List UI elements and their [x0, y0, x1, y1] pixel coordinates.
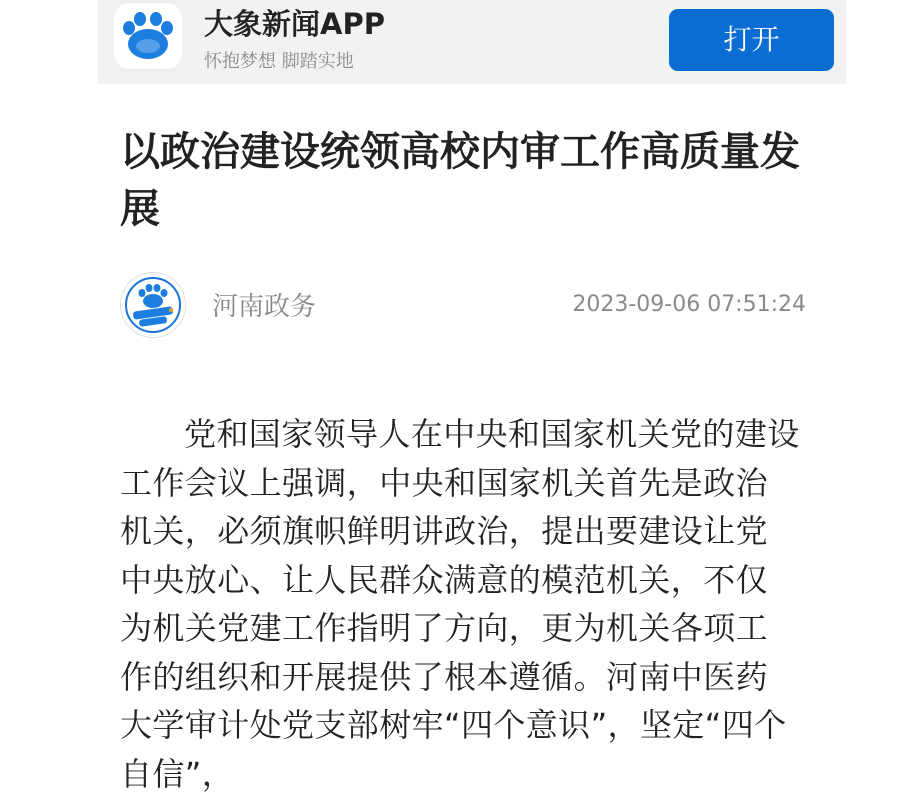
article-body: 党和国家领导人在中央和国家机关党的建设工作会议上强调，中央和国家机关首先是政治机关，必须旗帜鲜明讲政治，提出要建设让党中央放心、让人民群众满意的模范机关，不仅为机关党建工作指明了方向，更为机关各项工作的组织和开展提供了根本遵循。河南中医药大学审计处党支部树牢“四个意识”，坚定“四个自信”， [120, 415, 800, 793]
app-download-banner [98, 0, 846, 84]
author-name[interactable]: 河南政务 [212, 292, 317, 322]
henan-government-logo-icon [127, 279, 179, 331]
author-avatar[interactable] [120, 272, 186, 338]
article-title: 以政治建设统领高校内审工作高质量发展 [120, 129, 800, 232]
app-slogan: 怀抱梦想 脚踏实地 [204, 51, 354, 72]
elephant-paw-icon [120, 10, 176, 62]
app-name: 大象新闻APP [204, 7, 385, 41]
app-logo[interactable] [114, 3, 182, 69]
open-app-button[interactable]: 打开 [669, 9, 834, 71]
publish-time: 2023-09-06 07:51:24 [572, 292, 806, 317]
